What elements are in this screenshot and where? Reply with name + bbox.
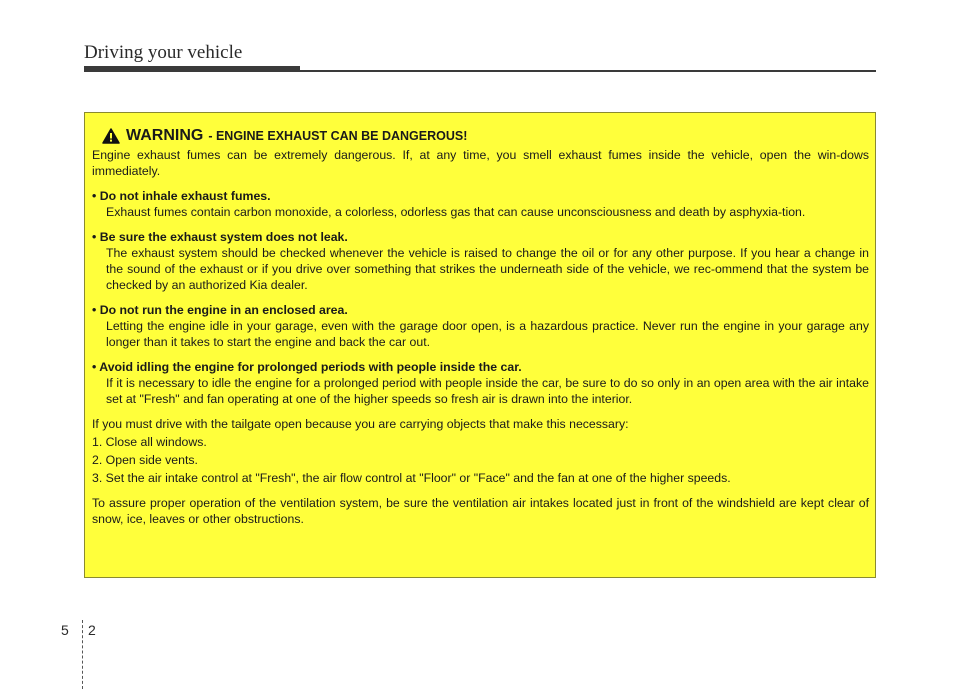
warning-heading — [102, 125, 869, 147]
warning-subtitle: - ENGINE EXHAUST CAN BE DANGEROUS! — [208, 129, 468, 143]
tailgate-intro: If you must drive with the tailgate open because you are carrying objects that make this necessary: — [92, 417, 629, 431]
bullet-heading: • Avoid idling the engine for prolonged periods with people inside the car. — [92, 360, 522, 374]
warning-intro: Engine exhaust fumes can be extremely dangerous. If, at any time, you smell exhaust fumes inside the vehicle, open the win-dows immediately. — [92, 148, 869, 178]
bullet-heading: • Do not inhale exhaust fumes. — [92, 189, 271, 203]
step-item: 1. Close all windows. — [92, 435, 207, 449]
page-number-divider — [82, 620, 83, 689]
bullet-heading: • Do not run the engine in an enclosed area. — [92, 303, 348, 317]
header-bar — [84, 66, 300, 72]
step-item: 3. Set the air intake control at "Fresh", the air flow control at "Floor" or "Face" and the fan at one of the higher speeds. — [92, 471, 731, 485]
header-rule — [300, 70, 876, 72]
step-item: 2. Open side vents. — [92, 453, 198, 467]
bullet-body: Letting the engine idle in your garage, even with the garage door open, is a hazardous practice. Never run the engine in your garage any longer than it takes to start the engine and back the car out. — [106, 319, 869, 349]
bullet-heading: • Be sure the exhaust system does not leak. — [92, 230, 348, 244]
warning-box — [84, 112, 876, 578]
warning-triangle-icon — [102, 128, 120, 144]
warning-label: WARNING — [126, 127, 204, 144]
page-header-title: Driving your vehicle — [84, 42, 243, 63]
page-number: 2 — [88, 622, 96, 638]
bullet-body: If it is necessary to idle the engine for a prolonged period with people inside the car, be sure to do so only in an open area with the air intake set at "Fresh" and fan operating at one of the higher speeds so fresh air is drawn into the interior. — [106, 376, 869, 406]
bullet-body: The exhaust system should be checked whenever the vehicle is raised to change the oil or for any other purpose. If you hear a change in the sound of the exhaust or if you drive over something that strikes the underneath side of the vehicle, we rec-ommend that the system be checked by an authorized Kia dealer. — [106, 246, 869, 292]
chapter-number: 5 — [61, 622, 69, 638]
bullet-body: Exhaust fumes contain carbon monoxide, a colorless, odorless gas that can cause unconsciousness and death by asphyxia-tion. — [106, 205, 806, 219]
closing-paragraph: To assure proper operation of the ventilation system, be sure the ventilation air intakes located just in front of the windshield are kept clear of snow, ice, leaves or other obstructions. — [92, 496, 869, 526]
